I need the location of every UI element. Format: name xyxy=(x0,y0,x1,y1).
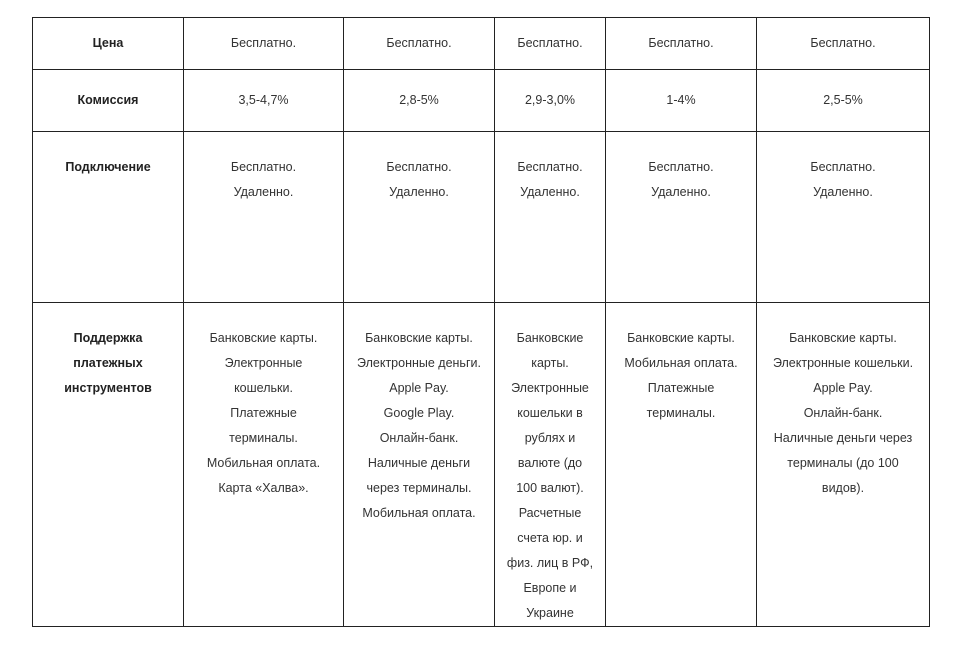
table-cell xyxy=(757,303,930,627)
cell-line: Google Play. xyxy=(383,406,455,420)
cell-line: Цена xyxy=(92,36,124,50)
cell-line: Подключение xyxy=(65,160,151,174)
cell-line: Электронные кошельки. xyxy=(772,356,914,370)
cell-line: счета юр. и xyxy=(517,531,583,545)
cell-line: Мобильная оплата. xyxy=(362,506,476,520)
cell-line: Наличные деньги xyxy=(367,456,471,470)
cell-line: Банковские карты. xyxy=(209,331,318,345)
cell-line: физ. лиц в РФ, xyxy=(506,556,594,570)
table-cell xyxy=(757,132,930,303)
cell-line: Электронные xyxy=(224,356,303,370)
cell-line: Бесплатно. xyxy=(386,36,452,50)
cell-line: 2,8-5% xyxy=(399,93,439,107)
table-cell xyxy=(495,303,606,627)
table-cell xyxy=(344,303,495,627)
cell-line: Платежные xyxy=(647,381,715,395)
cell-line: 3,5-4,7% xyxy=(238,93,289,107)
cell-line: Удаленно. xyxy=(389,185,449,199)
cell-line: Мобильная оплата. xyxy=(624,356,738,370)
table-cell xyxy=(184,303,344,627)
cell-line: Карта «Халва». xyxy=(218,481,309,495)
cell-line: Бесплатно. xyxy=(386,160,452,174)
cell-line: Бесплатно. xyxy=(810,36,876,50)
table-cell xyxy=(606,70,757,132)
cell-line: Мобильная оплата. xyxy=(206,456,321,470)
table-cell xyxy=(757,18,930,70)
table-cell xyxy=(495,70,606,132)
cell-line: Банковские карты. xyxy=(627,331,735,345)
cell-line: Бесплатно. xyxy=(230,160,297,174)
cell-line: 2,5-5% xyxy=(823,93,863,107)
cell-line: Онлайн-банк. xyxy=(379,431,459,445)
row-header xyxy=(33,18,184,70)
cell-line: 100 валют). xyxy=(516,481,584,495)
cell-line: Платежные xyxy=(230,406,297,420)
cell-line: Наличные деньги через xyxy=(773,431,913,445)
table-row xyxy=(33,18,930,70)
cell-line: инструментов xyxy=(64,381,152,395)
cell-line: Электронные деньги. xyxy=(357,356,481,370)
table-cell xyxy=(495,18,606,70)
table-cell xyxy=(184,132,344,303)
cell-line: Расчетные xyxy=(518,506,582,520)
cell-line: Банковские карты. xyxy=(789,331,897,345)
cell-line: Бесплатно. xyxy=(648,36,714,50)
comparison-table xyxy=(32,17,930,627)
cell-line: кошельки. xyxy=(234,381,293,395)
table-cell xyxy=(606,18,757,70)
cell-line: Удаленно. xyxy=(651,185,711,199)
cell-line: рублях и xyxy=(524,431,576,445)
table-row xyxy=(33,303,930,627)
cell-line: Электронные xyxy=(511,381,589,395)
table-cell xyxy=(344,70,495,132)
cell-line: кошельки в xyxy=(517,406,583,420)
table-row xyxy=(33,70,930,132)
cell-line: видов). xyxy=(821,481,865,495)
row-header xyxy=(33,70,184,132)
table-cell xyxy=(184,70,344,132)
cell-line: Онлайн-банк. xyxy=(803,406,883,420)
cell-line: Бесплатно. xyxy=(517,36,583,50)
cell-line: Банковские xyxy=(516,331,584,345)
table-cell xyxy=(344,18,495,70)
cell-line: платежных xyxy=(73,356,143,370)
table-cell xyxy=(344,132,495,303)
cell-line: Удаленно. xyxy=(520,185,580,199)
table-cell xyxy=(757,70,930,132)
cell-line: Украине xyxy=(526,606,574,620)
table-cell xyxy=(606,303,757,627)
cell-line: через терминалы. xyxy=(366,481,472,495)
cell-line: валюте (до xyxy=(517,456,583,470)
cell-line: 2,9-3,0% xyxy=(524,93,576,107)
table-row xyxy=(33,132,930,303)
cell-line: Европе и xyxy=(523,581,577,595)
cell-line: терминалы. xyxy=(229,431,298,445)
cell-line: Удаленно. xyxy=(233,185,294,199)
table-cell xyxy=(606,132,757,303)
cell-line: 1-4% xyxy=(666,93,696,107)
table-cell xyxy=(495,132,606,303)
cell-line: Apple Pay. xyxy=(389,381,449,395)
row-header xyxy=(33,303,184,627)
cell-line: терминалы (до 100 xyxy=(787,456,899,470)
cell-line: Apple Pay. xyxy=(813,381,873,395)
row-header xyxy=(33,132,184,303)
cell-line: Бесплатно. xyxy=(648,160,714,174)
cell-line: Поддержка xyxy=(73,331,143,345)
cell-line: Банковские карты. xyxy=(365,331,473,345)
cell-line: терминалы. xyxy=(646,406,716,420)
cell-line: карты. xyxy=(531,356,569,370)
cell-line: Удаленно. xyxy=(813,185,873,199)
cell-line: Бесплатно. xyxy=(517,160,583,174)
table-cell xyxy=(184,18,344,70)
cell-line: Бесплатно. xyxy=(810,160,876,174)
cell-line: Бесплатно. xyxy=(230,36,297,50)
cell-line: Комиссия xyxy=(77,93,139,107)
